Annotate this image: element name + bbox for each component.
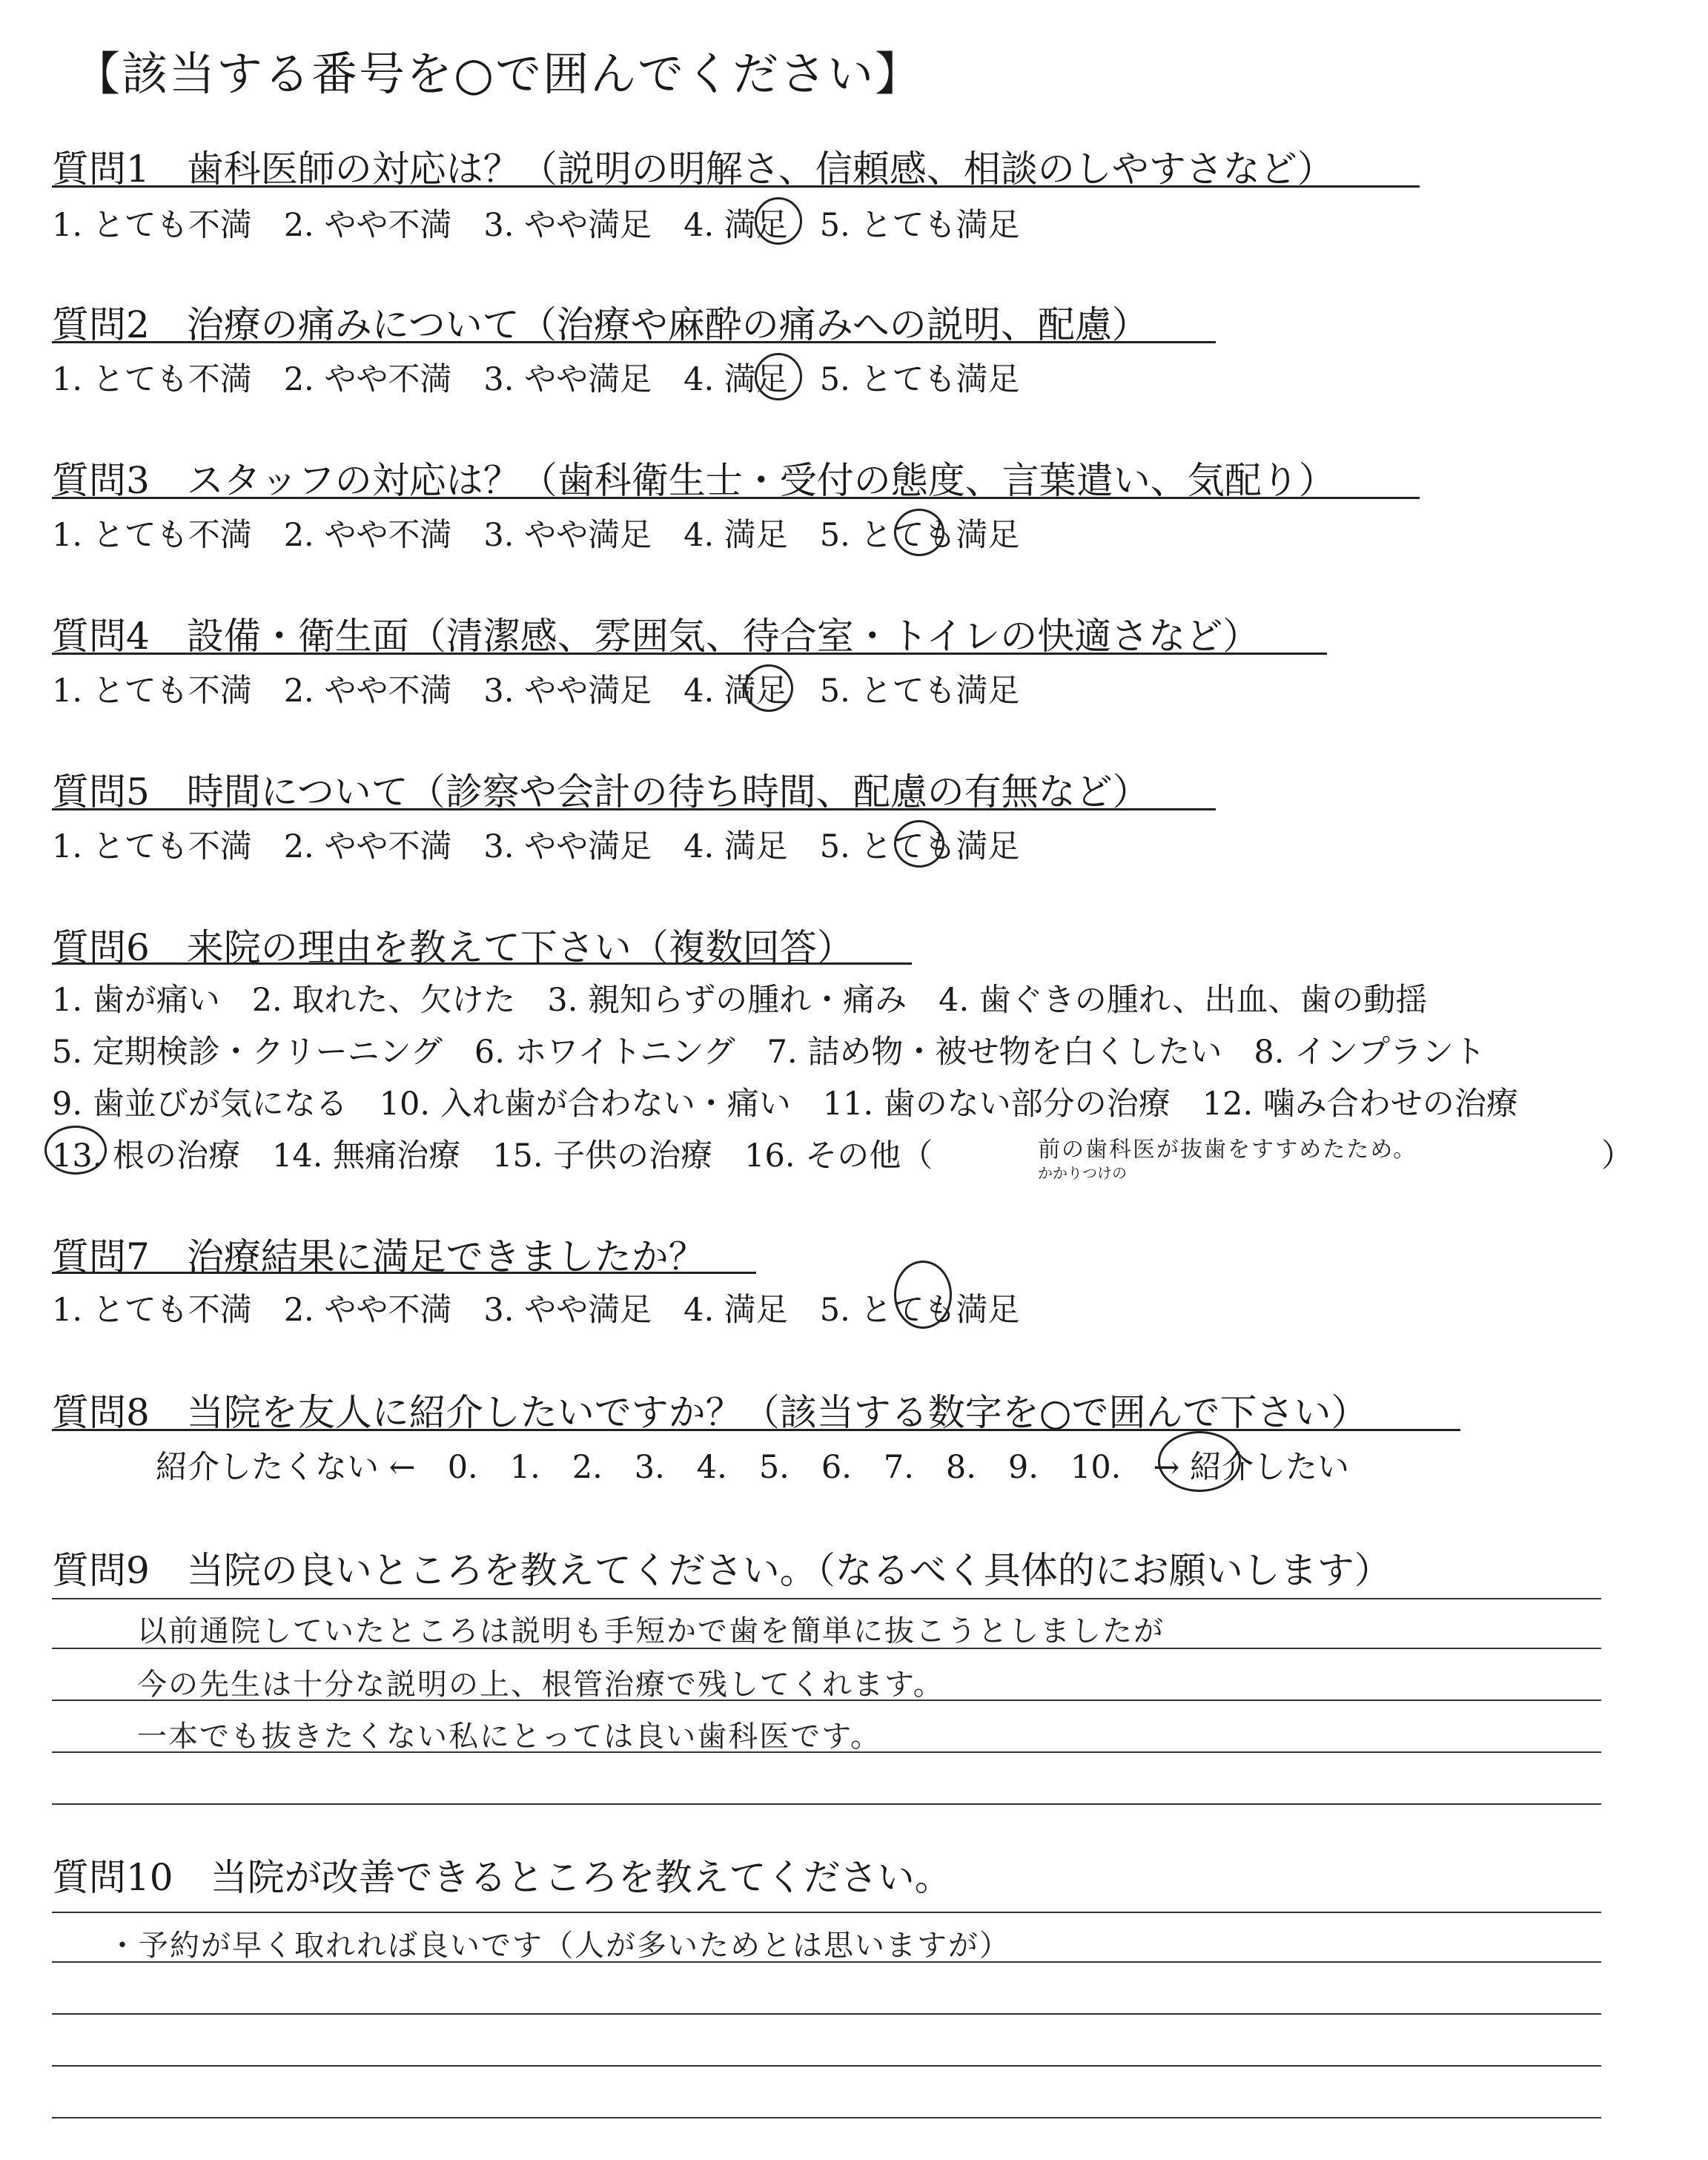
- question-2-underline: [52, 341, 1216, 343]
- question-7-label: 質問7 治療結果に満足できましたか？: [52, 1235, 706, 1278]
- question-1-label: 質問1 歯科医師の対応は？（説明の明解さ、信頼感、相談のしやすさなど）: [52, 148, 1334, 191]
- question-1-options: 1. とても不満 2. やや不満 3. やや満足 4. 満足 5. とても満足: [52, 207, 1020, 244]
- form-title: 【該当する番号を○で囲んでください】: [74, 47, 923, 101]
- question-6-line-3: 9. 歯並びが気になる 10. 入れ歯が合わない・痛い 11. 歯のない部分の治療 12. 噛み合わせの治療: [52, 1086, 1518, 1123]
- question-6-selection-circle: [44, 1126, 107, 1175]
- question-8-label: 質問8 当院を友人に紹介したいですか？（該当する数字を○で囲んで下さい）: [52, 1391, 1368, 1434]
- question-10-label: 質問10 当院が改善できるところを教えてください。: [52, 1856, 952, 1899]
- question-8-selection-circle: [1158, 1431, 1241, 1492]
- question-3-underline: [52, 497, 1420, 499]
- question-10-answer-line-1: ・予約が早く取れれば良いです（人が多いためとは思いますが）: [107, 1929, 1010, 1963]
- question-2-options: 1. とても不満 2. やや不満 3. やや満足 4. 満足 5. とても満足: [52, 361, 1020, 398]
- question-6-other-note: かかりつけの: [1038, 1164, 1127, 1182]
- question-7-selection-circle: [894, 1261, 952, 1329]
- question-8-underline: [52, 1429, 1460, 1431]
- question-6-close-paren: ）: [1601, 1137, 1633, 1175]
- question-7-underline: [52, 1272, 756, 1274]
- question-9-answer-line-2: 今の先生は十分な説明の上、根管治療で残してくれます。: [137, 1668, 944, 1702]
- question-4-options: 1. とても不満 2. やや不満 3. やや満足 4. 満足 5. とても満足: [52, 673, 1020, 710]
- question-5-label: 質問5 時間について（診察や会計の待ち時間、配慮の有無など）: [52, 770, 1150, 813]
- question-5-underline: [52, 808, 1216, 810]
- answer-line: [52, 1912, 1601, 1913]
- question-9-label: 質問9 当院の良いところを教えてください。（なるべく具体的にお願いします）: [52, 1549, 1391, 1592]
- question-4-selection-circle: [744, 664, 793, 712]
- question-5-selection-circle: [894, 820, 944, 868]
- question-3-label: 質問3 スタッフの対応は？（歯科衛生士・受付の態度、言葉遣い、気配り）: [52, 459, 1336, 502]
- answer-line: [52, 2117, 1601, 2118]
- question-6-underline: [52, 962, 912, 965]
- answer-line: [52, 1803, 1601, 1805]
- question-6-line-4: 13. 根の治療 14. 無痛治療 15. 子供の治療 16. その他（: [52, 1137, 933, 1175]
- question-2-selection-circle: [755, 353, 802, 400]
- question-1-underline: [52, 185, 1420, 188]
- question-6-other-handwriting: 前の歯科医が抜歯をすすめたため。: [1038, 1137, 1417, 1163]
- question-4-underline: [52, 653, 1327, 655]
- question-4-label: 質問4 設備・衛生面（清潔感、雰囲気、待合室・トイレの快適さなど）: [52, 615, 1260, 658]
- answer-line: [52, 2013, 1601, 2015]
- question-9-answer-line-3: 一本でも抜きたくない私にとっては良い歯科医です。: [137, 1720, 881, 1754]
- question-8-scale: 紹介したくない ← 0. 1. 2. 3. 4. 5. 6. 7. 8. 9. 10. → 紹介したい: [156, 1449, 1350, 1486]
- question-9-answer-line-1: 以前通院していたところは説明も手短かで歯を簡単に抜こうとしましたが: [137, 1614, 1165, 1648]
- answer-line: [52, 1598, 1601, 1599]
- question-6-line-2: 5. 定期検診・クリーニング 6. ホワイトニング 7. 詰め物・被せ物を白くしたい 8. インプラント: [52, 1034, 1486, 1071]
- question-5-options: 1. とても不満 2. やや不満 3. やや満足 4. 満足 5. とても満足: [52, 828, 1020, 865]
- question-3-selection-circle: [894, 509, 944, 556]
- question-6-line-1: 1. 歯が痛い 2. 取れた、欠けた 3. 親知らずの腫れ・痛み 4. 歯ぐきの腫れ、出血、歯の動揺: [52, 982, 1428, 1019]
- question-1-selection-circle: [755, 197, 802, 245]
- question-6-label: 質問6 来院の理由を教えて下さい（複数回答）: [52, 926, 854, 969]
- question-2-label: 質問2 治療の痛みについて（治療や麻酔の痛みへの説明、配慮）: [52, 303, 1149, 346]
- answer-line: [52, 2065, 1601, 2067]
- question-3-options: 1. とても不満 2. やや不満 3. やや満足 4. 満足 5. とても満足: [52, 517, 1020, 554]
- question-7-options: 1. とても不満 2. やや不満 3. やや満足 4. 満足 5. とても満足: [52, 1292, 1020, 1329]
